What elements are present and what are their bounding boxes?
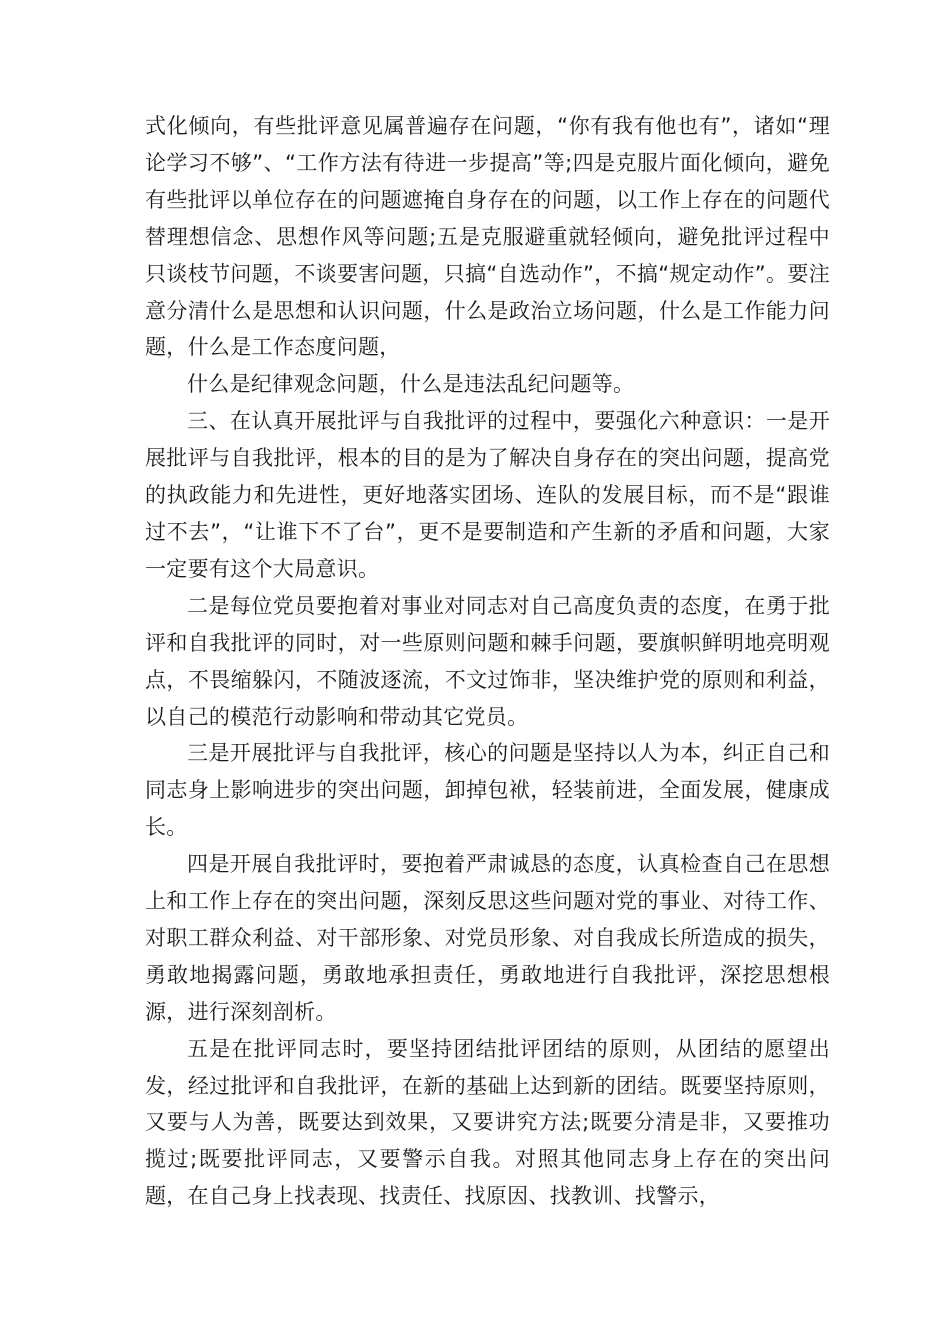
- paragraph: 三是开展批评与自我批评，核心的问题是坚持以人为本，纠正自己和同志身上影响进步的突出问题，卸掉包袱，轻装前进，全面发展，健康成长。: [145, 741, 830, 840]
- paragraph: 五是在批评同志时，要坚持团结批评团结的原则，从团结的愿望出发，经过批评和自我批评，在新的基础上达到新的团结。既要坚持原则，又要与人为善，既要达到效果，又要讲究方法;既要分清是非，又要推功揽过;既要批评同志，又要警示自我。对照其他同志身上存在的突出问题，在自己身上找表现、找责任、找原因、找教训、找警示，: [145, 1036, 830, 1209]
- paragraph: 式化倾向，有些批评意见属普遍存在问题，“你有我有他也有”，诸如“理论学习不够”、“工作方法有待进一步提高”等;四是克服片面化倾向，避免有些批评以单位存在的问题遮掩自身存在的问题，以工作上存在的问题代替理想信念、思想作风等问题;五是克服避重就轻倾向，避免批评过程中只谈枝节问题，不谈要害问题，只搞“自选动作”，不搞“规定动作”。要注意分清什么是思想和认识问题，什么是政治立场问题，什么是工作能力问题，什么是工作态度问题，: [145, 114, 830, 360]
- paragraph: 什么是纪律观念问题，什么是违法乱纪问题等。: [187, 372, 635, 397]
- body-text: [145, 108, 830, 1215]
- paragraph: 四是开展自我批评时，要抱着严肃诚恳的态度，认真检查自己在思想上和工作上存在的突出问题，深刻反思这些问题对党的事业、对待工作、对职工群众利益、对干部形象、对党员形象、对自我成长所造成的损失，勇敢地揭露问题，勇敢地承担责任，勇敢地进行自我批评，深挖思想根源，进行深刻剖析。: [145, 852, 830, 1024]
- paragraph: 二是每位党员要抱着对事业对同志对自己高度负责的态度，在勇于批评和自我批评的同时，对一些原则问题和棘手问题，要旗帜鲜明地亮明观点，不畏缩躲闪，不随波逐流，不文过饰非，坚决维护党的原则和利益，以自己的模范行动影响和带动其它党员。: [145, 593, 830, 729]
- paragraph: 三、在认真开展批评与自我批评的过程中，要强化六种意识：一是开展批评与自我批评，根本的目的是为了解决自身存在的突出问题，提高党的执政能力和先进性，更好地落实团场、连队的发展目标，而不是“跟谁过不去”，“让谁下不了台”，更不是要制造和产生新的矛盾和问题，大家一定要有这个大局意识。: [145, 409, 830, 581]
